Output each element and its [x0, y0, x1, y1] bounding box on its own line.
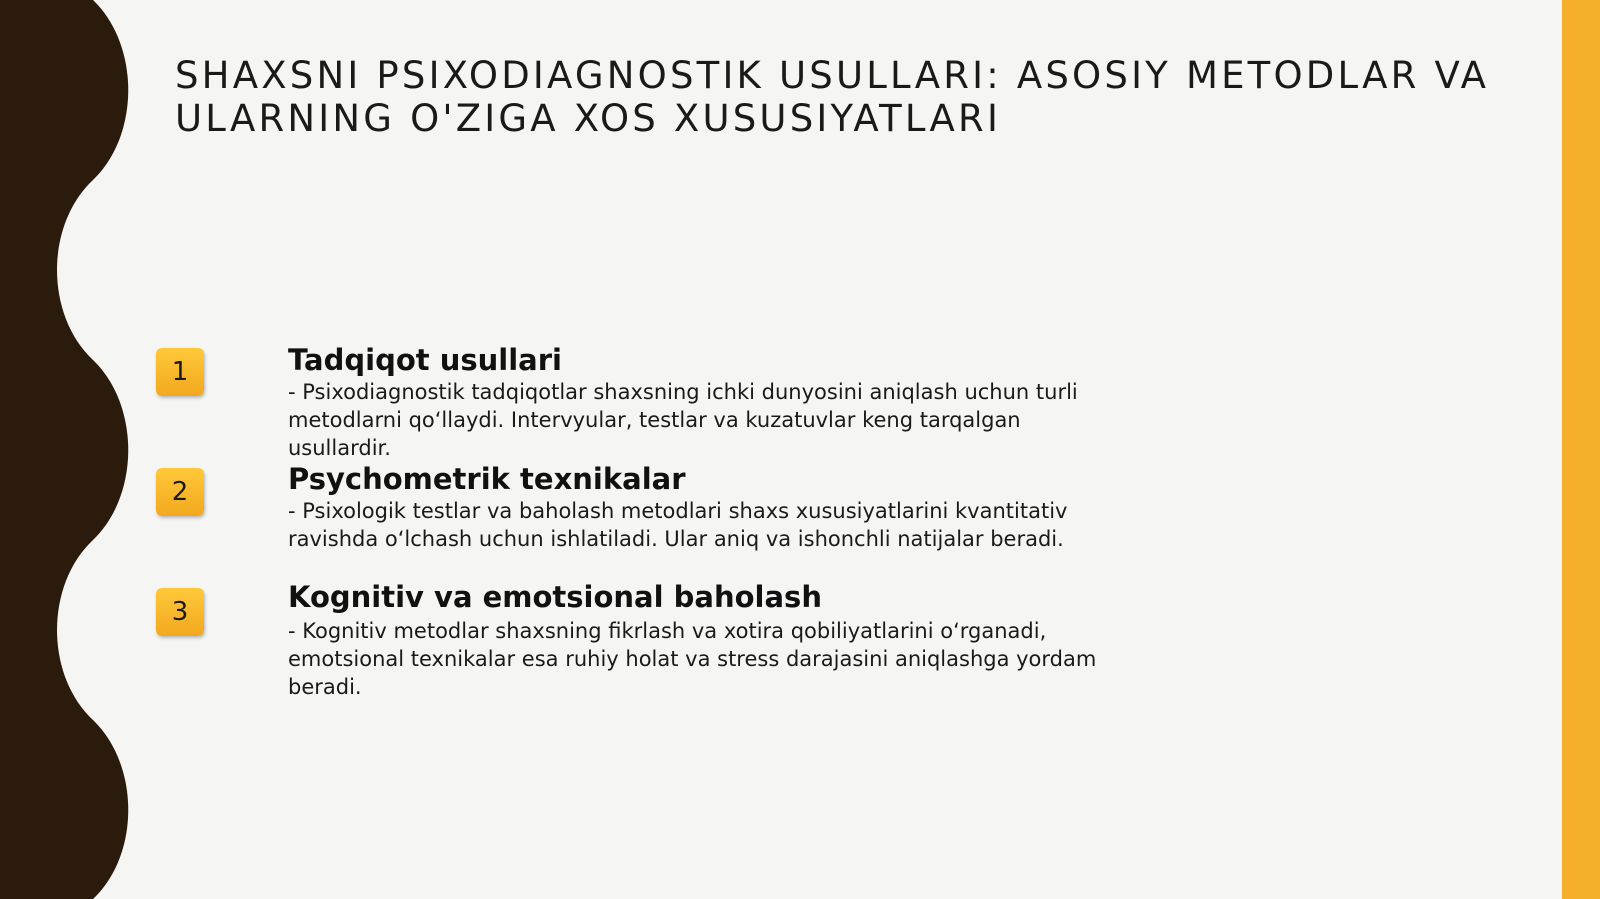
item-description: - Kognitiv metodlar shaxsning fikrlash va xotira qobiliyatlarini o‘rganadi, emotsional texnikalar esa ruhiy holat va stress darajasini aniqlashga yordam beradi.: [288, 619, 1097, 699]
slide-title: SHAXSNI PSIXODIAGNOSTIK USULLARI: ASOSIY METODLAR VA ULARNING O'ZIGA XOS XUSUSIYATLARI: [175, 54, 1490, 140]
item-heading: Tadqiqot usullari: [288, 343, 562, 377]
item-description: - Psixologik testlar va baholash metodlari shaxs xususiyatlarini kvantitativ ravishda o‘lchash uchun ishlatiladi. Ular aniq va ishonchli natijalar beradi.: [288, 499, 1068, 551]
right-accent-bar: [1562, 0, 1600, 899]
item-heading: Kognitiv va emotsional baholash: [288, 580, 822, 614]
item-heading: Psychometrik texnikalar: [288, 462, 686, 496]
number-badge: 2: [156, 468, 204, 516]
number-badge: 1: [156, 348, 204, 396]
item-description: - Psixodiagnostik tadqiqotlar shaxsning ichki dunyosini aniqlash uchun turli metodlarni qo‘llaydi. Intervyular, testlar va kuzatuvlar keng tarqalgan usullardir.: [288, 380, 1078, 460]
left-wave-decoration: [0, 0, 130, 899]
number-badge: 3: [156, 588, 204, 636]
